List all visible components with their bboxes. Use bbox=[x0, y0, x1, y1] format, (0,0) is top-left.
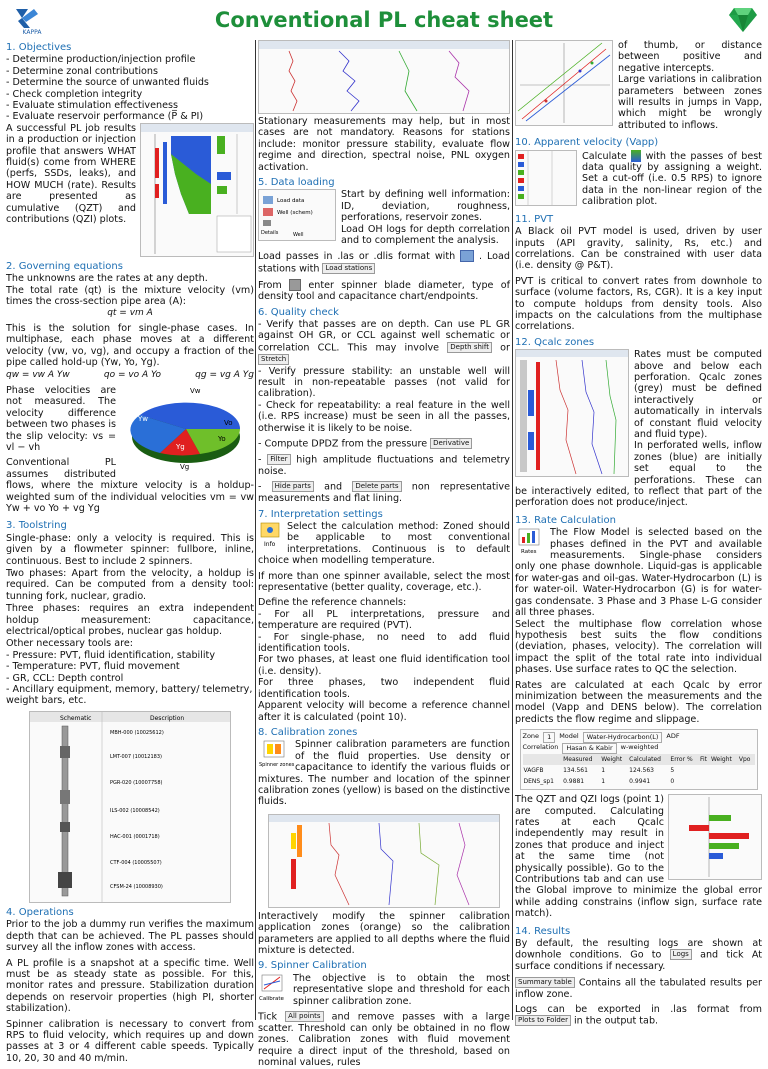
spinner-zones-icon[interactable] bbox=[258, 739, 295, 769]
data-loading-paragraph: Start by defining well information: ID, deviation, roughness, perforations, reservoir zones. bbox=[341, 189, 510, 224]
weighted-checkbox[interactable]: w-weighted bbox=[620, 743, 659, 752]
pvt-paragraph: A Black oil PVT model is used, driven by user inputs (API gravity, salinity, Rs, etc.) and correlations. Can be constrained with user data (i.e. density @ P&T). bbox=[515, 226, 762, 272]
quality-check-paragraph: - Compute DPDZ from the pressure Derivative bbox=[258, 438, 510, 450]
table-row bbox=[523, 776, 755, 787]
interpretation-paragraph: If more than one spinner available, select the most representative (better quality, coverage, etc.). bbox=[258, 570, 510, 594]
data-loading-paragraph: From enter spinner blade diameter, type of density tool and capacitance chart/endpoints. bbox=[258, 279, 510, 303]
adf-checkbox[interactable]: ADF bbox=[666, 732, 680, 741]
header bbox=[0, 0, 768, 40]
tool-list-item: - Pressure: PVT, fluid identification, stability bbox=[6, 649, 215, 661]
quality-check-paragraph: - Hide parts and Delete parts non representative measurements and flat lining. bbox=[258, 481, 510, 505]
table-cell: 5 bbox=[670, 767, 675, 775]
calibration-zones-paragraph: Spinner calibration parameters are function of the fluid properties. Use density or capacitance to identify the various fluids or mixtures. The number and location of the spinner calibration zones (yellow) is based on the distinctive fluids. bbox=[258, 739, 510, 808]
svg-text:Vo: Vo bbox=[224, 418, 233, 427]
calibration-zones-paragraph: Interactively modify the spinner calibration application zones (orange) so the calibration parameters are applied to all depths where the fluid mixture is detected. bbox=[258, 910, 510, 956]
equations-paragraph: The unknowns are the rates at any depth. bbox=[6, 273, 208, 285]
emerald-gem-icon bbox=[728, 4, 758, 34]
all-points-checkbox[interactable]: All points bbox=[285, 1011, 323, 1022]
table-cell: 1 bbox=[601, 767, 606, 775]
table-cell: VAGFB bbox=[523, 767, 544, 775]
load-stations-button[interactable]: Load stations bbox=[322, 263, 375, 274]
svg-text:ILS-002 (10008542): ILS-002 (10008542) bbox=[110, 807, 160, 814]
equation-gas-rate: qg = vg A Yg bbox=[195, 369, 254, 380]
column-3 bbox=[515, 40, 762, 1027]
spinner-calibration-paragraph: The objective is to obtain the most representative slope and threshold for each spinner calibration zone. bbox=[293, 972, 510, 1007]
equation-total-rate: qt = vm A bbox=[107, 308, 153, 319]
svg-text:Schematic: Schematic bbox=[60, 714, 92, 722]
calibration-plot-figure bbox=[515, 40, 613, 126]
depth-shift-button[interactable]: Depth shift bbox=[447, 342, 492, 353]
svg-text:LMT-007 (10012183): LMT-007 (10012183) bbox=[110, 753, 162, 760]
operations-paragraph: Prior to the job a dummy run verifies the maximum depth that can be achieved. The PL passes should survey all the inflow zones with access. bbox=[6, 919, 254, 954]
svg-text:Well: Well bbox=[293, 232, 304, 239]
operations-paragraph: A PL profile is a snapshot at a specific time. Well must be as steady state as possible. For this, monitor rates and pressure. Stabilization duration depends on reservoir properties (high PI, shorter stabilization). bbox=[6, 957, 254, 1015]
operations-paragraph: Spinner calibration is necessary to convert from RPS to fluid velocity, which requires up and down passes at 3 or 4 different cable speeds. Typically 10, 20, 30 and 40 m/min. bbox=[6, 1018, 254, 1064]
vapp-paragraph: Calculate with the passes of best data quality by assigning a weight. Set a cut-off (i.e. 0.5 RPS) to ignore data in the non-linear region of the calibration plot. bbox=[582, 150, 762, 208]
qcalc-zones-figure bbox=[515, 349, 629, 477]
page-title: Conventional PL cheat sheet bbox=[214, 8, 554, 32]
table-cell: 0.9881 bbox=[563, 778, 585, 786]
svg-text:HAC-001 (0001718): HAC-001 (0001718) bbox=[110, 833, 160, 840]
table-cell: 0 bbox=[670, 778, 675, 786]
dialog-row bbox=[523, 732, 755, 743]
tool-list-item: - GR, CCL: Depth control bbox=[6, 672, 124, 684]
interpretation-paragraph: Apparent velocity will become a reference channel after it is calculated (point 10). bbox=[258, 700, 510, 723]
section-title: 6. Quality check bbox=[258, 306, 339, 318]
table-cell: DENS_sp1 bbox=[523, 778, 554, 786]
quality-check-paragraph: - Verify pressure stability: an unstable well will result in non-repeatable passes (not valid for calibration). bbox=[258, 365, 510, 400]
delete-parts-button[interactable]: Delete parts bbox=[352, 481, 401, 492]
tool-list-item: - Temperature: PVT, fluid movement bbox=[6, 661, 180, 673]
table-cell bbox=[710, 776, 738, 787]
section-title: 1. Objectives bbox=[6, 42, 72, 53]
quality-check-paragraph: - Filter high amplitude fluctuations and telemetry noise. bbox=[258, 454, 510, 477]
objective-item: - Evaluate stimulation effectiveness bbox=[6, 100, 178, 112]
svg-text:Calibrate: Calibrate bbox=[259, 995, 284, 1002]
toolstring-schematic-figure bbox=[29, 711, 231, 903]
svg-text:Info: Info bbox=[264, 541, 276, 548]
table-cell bbox=[699, 765, 710, 776]
plots-to-folder-button[interactable]: Plots to Folder bbox=[515, 1015, 571, 1026]
quality-check-paragraph: - Verify that passes are on depth. Can use PL GR against OH GR, or CCL against well schematic or correlation CCL. This may involve Depth shift or Stretch bbox=[258, 319, 510, 363]
interpretation-paragraph: For three phases, two independent fluid identification tools. bbox=[258, 677, 510, 700]
table-header-row bbox=[523, 754, 755, 765]
model-label: Model bbox=[559, 732, 579, 741]
interpretation-paragraph: For two phases, at least one fluid identification tool (i.e. density). bbox=[258, 654, 510, 677]
toolstring-paragraph: Three phases: requires an extra independent holdup measurement: capacitance, electrical/optical probes, nuclear gas holdup. bbox=[6, 603, 254, 638]
column-header: Error % bbox=[670, 756, 693, 764]
svg-text:Rates: Rates bbox=[521, 549, 537, 556]
derivative-button[interactable]: Derivative bbox=[430, 438, 472, 449]
calibrate-icon[interactable] bbox=[258, 973, 288, 1003]
section-title: 7. Interpretation settings bbox=[258, 508, 383, 520]
column-1 bbox=[6, 40, 254, 1064]
section-title: 12. Qcalc zones bbox=[515, 336, 595, 348]
section-title: 13. Rate Calculation bbox=[515, 514, 616, 526]
column-header: Calculated bbox=[629, 756, 661, 764]
pvt-paragraph: PVT is critical to convert rates from downhole to surface (volume factors, Rs, CGR). It is a key input to compute holdups from density tools. Also impacts on the calculations from the multiphase correlations. bbox=[515, 275, 762, 333]
holdup-pie-figure bbox=[120, 385, 254, 473]
table-row bbox=[523, 765, 755, 776]
interpretation-paragraph: - For single-phase, no need to add fluid identification tools. bbox=[258, 631, 510, 655]
objective-item: - Determine zonal contributions bbox=[6, 65, 159, 77]
phase-rate-equations bbox=[6, 370, 254, 381]
svg-text:Load data: Load data bbox=[277, 198, 305, 205]
section-title: 8. Calibration zones bbox=[258, 726, 358, 738]
table-cell: 134.561 bbox=[563, 767, 588, 775]
objective-item: - Evaluate reservoir performance (P̅ & PI) bbox=[6, 111, 204, 123]
table-cell: 0.9941 bbox=[629, 778, 651, 786]
section-title: 5. Data loading bbox=[258, 177, 335, 189]
section-title: 3. Toolstring bbox=[6, 520, 67, 532]
objectives-paragraph: A successful PL job results in a production or injection profile that answers WHAT fluid(s) come from WHERE (perfs, SSDs, leaks), and HOW MUCH (rate). Results are presented as cumulative (QZT) and contributions (QZI) plots. bbox=[6, 122, 136, 226]
column-header: Vpo bbox=[738, 756, 751, 764]
correlation-label: Correlation bbox=[522, 743, 559, 752]
column-divider bbox=[255, 40, 256, 1020]
results-paragraph: Logs can be exported in .las format from Plots to Folder in the output tab. bbox=[515, 1004, 762, 1027]
logs-button[interactable]: Logs bbox=[670, 949, 692, 960]
table-cell bbox=[699, 776, 710, 787]
toolstring-paragraph: Two phases: Apart from the velocity, a holdup is required. Can be computed from a density tool: tunning fork, nuclear, gradio. bbox=[6, 568, 254, 602]
svg-text:Vg: Vg bbox=[180, 462, 190, 471]
info-settings-icon[interactable] bbox=[258, 521, 282, 549]
svg-text:Vw: Vw bbox=[190, 386, 201, 395]
spinner-calibration-paragraph: Tick All points and remove passes with a large scatter. Threshold can only be obtained in no flow zones. Calibration zones with fluid movement require a direct input of the threshold, based on nominal values, rules bbox=[258, 1011, 510, 1069]
objective-item: - Determine production/injection profile bbox=[6, 54, 196, 66]
equation-water-rate: qw = vw A Yw bbox=[6, 369, 70, 380]
dialog-row bbox=[523, 743, 755, 754]
objective-item: - Check completion integrity bbox=[6, 88, 143, 100]
interpretation-paragraph: Define the reference channels: bbox=[258, 597, 407, 609]
toolstring-text: Other necessary tools are: bbox=[6, 638, 133, 650]
zone-value[interactable]: 1 bbox=[543, 732, 555, 743]
svg-text:Yw: Yw bbox=[138, 414, 149, 423]
svg-text:MBH-000 (10025612): MBH-000 (10025612) bbox=[110, 729, 164, 736]
svg-text:CTF-004 (10005507): CTF-004 (10005507) bbox=[110, 859, 162, 866]
details-icon[interactable] bbox=[289, 279, 301, 291]
svg-text:Yo: Yo bbox=[218, 434, 226, 443]
interpretation-paragraph: Select the calculation method: Zoned should be applicable to most conventional interpretations. Continuous is to default choice when modelling temperature. bbox=[258, 521, 510, 567]
calibration-paragraph: of thumb, or distance between positive and negative intercepts. bbox=[618, 40, 762, 74]
table-cell: 1 bbox=[601, 778, 606, 786]
svg-text:Details: Details bbox=[261, 230, 279, 237]
section-title: 2. Governing equations bbox=[6, 260, 123, 272]
rates-icon[interactable] bbox=[515, 527, 545, 555]
summary-table-button[interactable]: Summary table bbox=[515, 977, 575, 988]
svg-text:PGR-020 (10007758): PGR-020 (10007758) bbox=[110, 779, 163, 786]
model-select[interactable]: Water-Hydrocarbon(L) bbox=[583, 732, 663, 743]
equations-paragraph: The total rate (qt) is the mixture velocity (vm) times the cross-section pipe area (A): bbox=[6, 284, 254, 308]
table-cell: 124.563 bbox=[629, 767, 654, 775]
tool-list-item: - Ancillary equipment, memory, battery/ telemetry, weight bars, etc. bbox=[6, 684, 253, 707]
section-title: 11. PVT bbox=[515, 213, 554, 225]
column-header: Weight bbox=[710, 756, 732, 764]
svg-text:KAPPA: KAPPA bbox=[22, 29, 42, 36]
column-header: Fit bbox=[699, 756, 707, 764]
column-divider bbox=[512, 40, 513, 1020]
station-log-figure bbox=[258, 40, 510, 114]
stretch-button[interactable]: Stretch bbox=[258, 354, 289, 365]
data-loading-paragraph: Load passes in .las or .dlis format with . Load stations with Load stations bbox=[258, 251, 510, 275]
section-title: 10. Apparent velocity (Vapp) bbox=[515, 137, 659, 149]
interpretation-paragraph: - For all PL interpretations, pressure and temperature are required (PVT). bbox=[258, 608, 510, 632]
objectives-list bbox=[6, 54, 254, 122]
filter-button[interactable]: Filter bbox=[267, 454, 290, 465]
correlation-select[interactable]: Hasan & Kabir bbox=[562, 743, 616, 754]
vapp-icon[interactable] bbox=[631, 150, 641, 162]
column-header: Measured bbox=[563, 756, 593, 764]
zone-label: Zone bbox=[522, 732, 540, 741]
section-title: 9. Spinner Calibration bbox=[258, 960, 367, 972]
section-title: 4. Operations bbox=[6, 906, 74, 918]
results-paragraph: Summary table Contains all the tabulated results per inflow zone. bbox=[515, 977, 762, 1000]
rate-calculation-paragraph: The QZT and QZI logs (point 1) are computed. Calculating rates at each Qcalc independently may result in zones that produce and inject at the same time (not physically possible). Go to the Contributions tab and can use the Global improve to minimize the global error while adding constrains (inflow sign, surface rate match). bbox=[515, 794, 762, 920]
svg-text:Yg: Yg bbox=[176, 442, 185, 451]
equations-paragraph: This is the solution for single-phase cases. In multiphase, each phase moves at a different velocity (vw, vo, vg), and occupy a fraction of the pipe called hold-up (Yw, Yo, Yg). bbox=[6, 322, 254, 369]
hide-parts-button[interactable]: Hide parts bbox=[272, 481, 314, 492]
qcalc-paragraph: Rates must be computed above and below each perforation. Qcalc zones (grey) must be defined interactively or automatically in intervals of constant fluid velocity and fluid type). bbox=[634, 349, 762, 440]
objective-item: - Determine the source of unwanted fluids bbox=[6, 77, 209, 89]
svg-text:CFSM-24 (10008930): CFSM-24 (10008930) bbox=[110, 883, 163, 890]
calibration-paragraph: Large variations in calibration parameters between zones will results in jumps in Vapp, which might be wrongly attributed to inflows. bbox=[618, 74, 762, 131]
production-profile-figure bbox=[140, 123, 254, 257]
calibration-zones-figure bbox=[268, 814, 500, 908]
rate-calculation-dialog bbox=[520, 729, 758, 790]
column-header: Weight bbox=[601, 756, 623, 764]
data-loading-paragraph: Load OH logs for depth correlation and to complement the analysis. bbox=[341, 223, 510, 247]
results-paragraph: By default, the resulting logs are shown at downhole conditions. Go to Logs and tick At surface conditions if necessary. bbox=[515, 938, 762, 973]
rate-calculation-paragraph: The Flow Model is selected based on the phases defined in the PVT and available measurements. Single-phase considers only one phase downhole. Liquid-gas is applicable for water-gas and oil-gas. Water-Hydrocarbon (L) is for water-oil. Water-Hydrocarbon (G) is for water-gas condensate. 3 Phase and 3 Phase L-G consider all three phases. bbox=[515, 527, 762, 619]
rate-calculation-paragraph: Rates are calculated at each Qcalc by error minimization between the measurements and the model (Vapp and DENS below). The correlation predicts the flow regime and slippage. bbox=[515, 679, 762, 725]
equations-paragraph: Phase velocities are not measured. The velocity difference between two phases is the slip velocity: vs = vl − vh bbox=[6, 384, 116, 453]
svg-text:Description: Description bbox=[150, 714, 185, 722]
svg-text:Spinner zones: Spinner zones bbox=[259, 762, 295, 769]
column-2 bbox=[258, 40, 510, 1069]
toolstring-paragraph: Single-phase: only a velocity is required. This is given by a flowmeter spinner: fullbore, inline, continuous. Best to include 2 spinners. bbox=[6, 532, 254, 567]
rate-calculation-paragraph: Select the multiphase flow correlation whose hypothesis best suits the flow conditions (deviation, phases, velocity). The correlation will impact the split of the total rate into individual phases. Use surface rates to QC the selection. bbox=[515, 618, 762, 676]
equation-oil-rate: qo = vo A Yo bbox=[103, 369, 162, 380]
load-data-icon[interactable] bbox=[460, 250, 474, 262]
data-loading-icons bbox=[258, 189, 336, 241]
svg-text:Well (schem): Well (schem) bbox=[277, 210, 313, 217]
quality-check-paragraph: - Check for repeatability: a real feature in the well (i.e. RPS increase) must be seen in all the passes, otherwise it is likely to be noise. bbox=[258, 399, 510, 434]
rate-table bbox=[523, 754, 755, 787]
stations-paragraph: Stationary measurements may help, but in most cases are not mandatory. Reasons for stations include: monitor pressure stability, evaluate flow regime and direction, spectral noise, PNL oxygen activation. bbox=[258, 116, 510, 173]
contributions-figure bbox=[668, 794, 762, 880]
equations-paragraph: Conventional PL assumes distributed flows, where the mixture velocity is a holdup-weighted sum of the individual velocities vm = vw Yw + vo Yo + vg Yg bbox=[6, 457, 254, 514]
qcalc-paragraph: In perforated wells, inflow zones (blue) are initially set equal to the perforations. These can be interactively edited, to reflect that part of the perforation does not produce/inject. bbox=[515, 440, 762, 509]
table-cell bbox=[710, 765, 738, 776]
vapp-weights-table bbox=[515, 150, 577, 206]
section-title: 14. Results bbox=[515, 925, 571, 937]
